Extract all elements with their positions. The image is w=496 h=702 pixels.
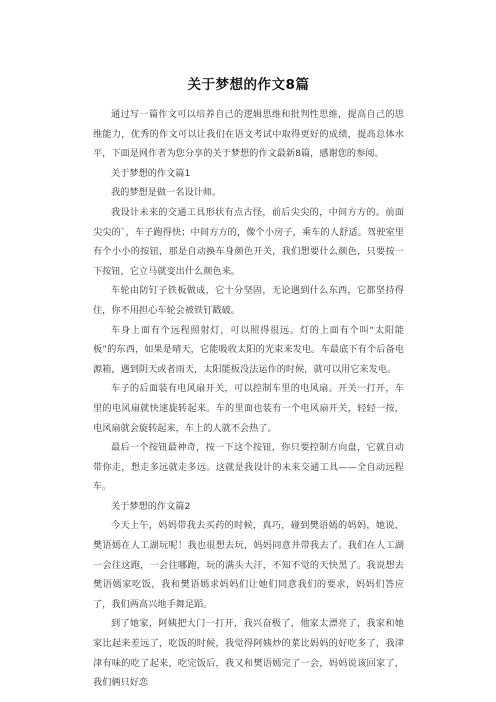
paragraph: 到了她家，阿姨把大门一打开，我兴奋极了，他家太漂亮了，我家和她家比起来差远了，吃饭的时候，我觉得阿姨炒的菜比妈妈的好吃多了，我津津有味的吃了起来，吃完饭后，我又和樊语嫣完了一会，妈妈说该回家了，我们俩只好恋 (93, 618, 404, 689)
paragraph: 车子的后面装有电风扇开关，可以控制车里的电风扇。开关一打开，车里的电风扇就快速旋转起来。车的里面也装有一个电风扇开关，轻轻一按，电风扇就会旋转起来，车上的人就不会热了。 (93, 383, 404, 434)
paragraph: 今天上午，妈妈带我去买药的时候，真巧，碰到樊语嫣的妈妈，她说，樊语嫣在人工湖玩呢！我也很想去玩，妈妈同意并带我去了。我们在人工湖一会往这跑，一会往哪跑，玩的满头大汗，不知不觉的天快黑了。我说想去樊语嫣家吃饭，我和樊语嫣求妈妈们让她们同意我们的要求，妈妈们答应了，我们两高兴地手舞足蹈。 (93, 520, 404, 610)
intro-paragraph: 通过写一篇作文可以培养自己的逻辑思维和批判性思维，提高自己的思维能力，优秀的作文可以让我们在语文考试中取得更好的成绩，提高总体水平，下面是网作者为您分享的关于梦想的作文最新8篇，感谢您的参阅。 (93, 109, 404, 160)
paragraph: 最后一个按钮最神奇，按一下这个按钮，你只要控制方向盘，它就自动带你走，想走多远就走多远。这就是我设计的未来交通工具——全自动远程车。 (93, 442, 404, 493)
paragraph: 我设计未来的交通工具形状有点古怪，前后尖尖的，中间方方的。前面尖尖的`，车子跑得快；中间方方的，像个小房子，乘车的人舒适。驾驶室里有个小小的按钮，那是自动换车身颜色开关，我们想要什么颜色，只要按一下按钮，它立马就变出什么颜色来。 (93, 206, 404, 277)
section-heading-1: 关于梦想的作文篇1 (111, 167, 191, 179)
paragraph: 车轮由防钉子铁板做成，它十分坚固，无论遇到什么东西，它都坚持得住，你不用担心车轮会被铁钉戳破。 (93, 285, 404, 316)
document-title: 关于梦想的作文8篇 (187, 77, 310, 93)
paragraph: 我的梦想是做一名设计师。 (111, 187, 222, 199)
section-heading-2: 关于梦想的作文篇2 (111, 500, 191, 512)
paragraph: 车身上面有个远程照射灯，可以照得很远。灯的上面有个叫“太阳能板”的东西，如果是晴天，它能吸收太阳的光束来发电。车最底下有个后备电源箱，遇到阴天或者雨天，太阳能板没法运作的时候，就可以用它来发电。 (93, 324, 404, 375)
